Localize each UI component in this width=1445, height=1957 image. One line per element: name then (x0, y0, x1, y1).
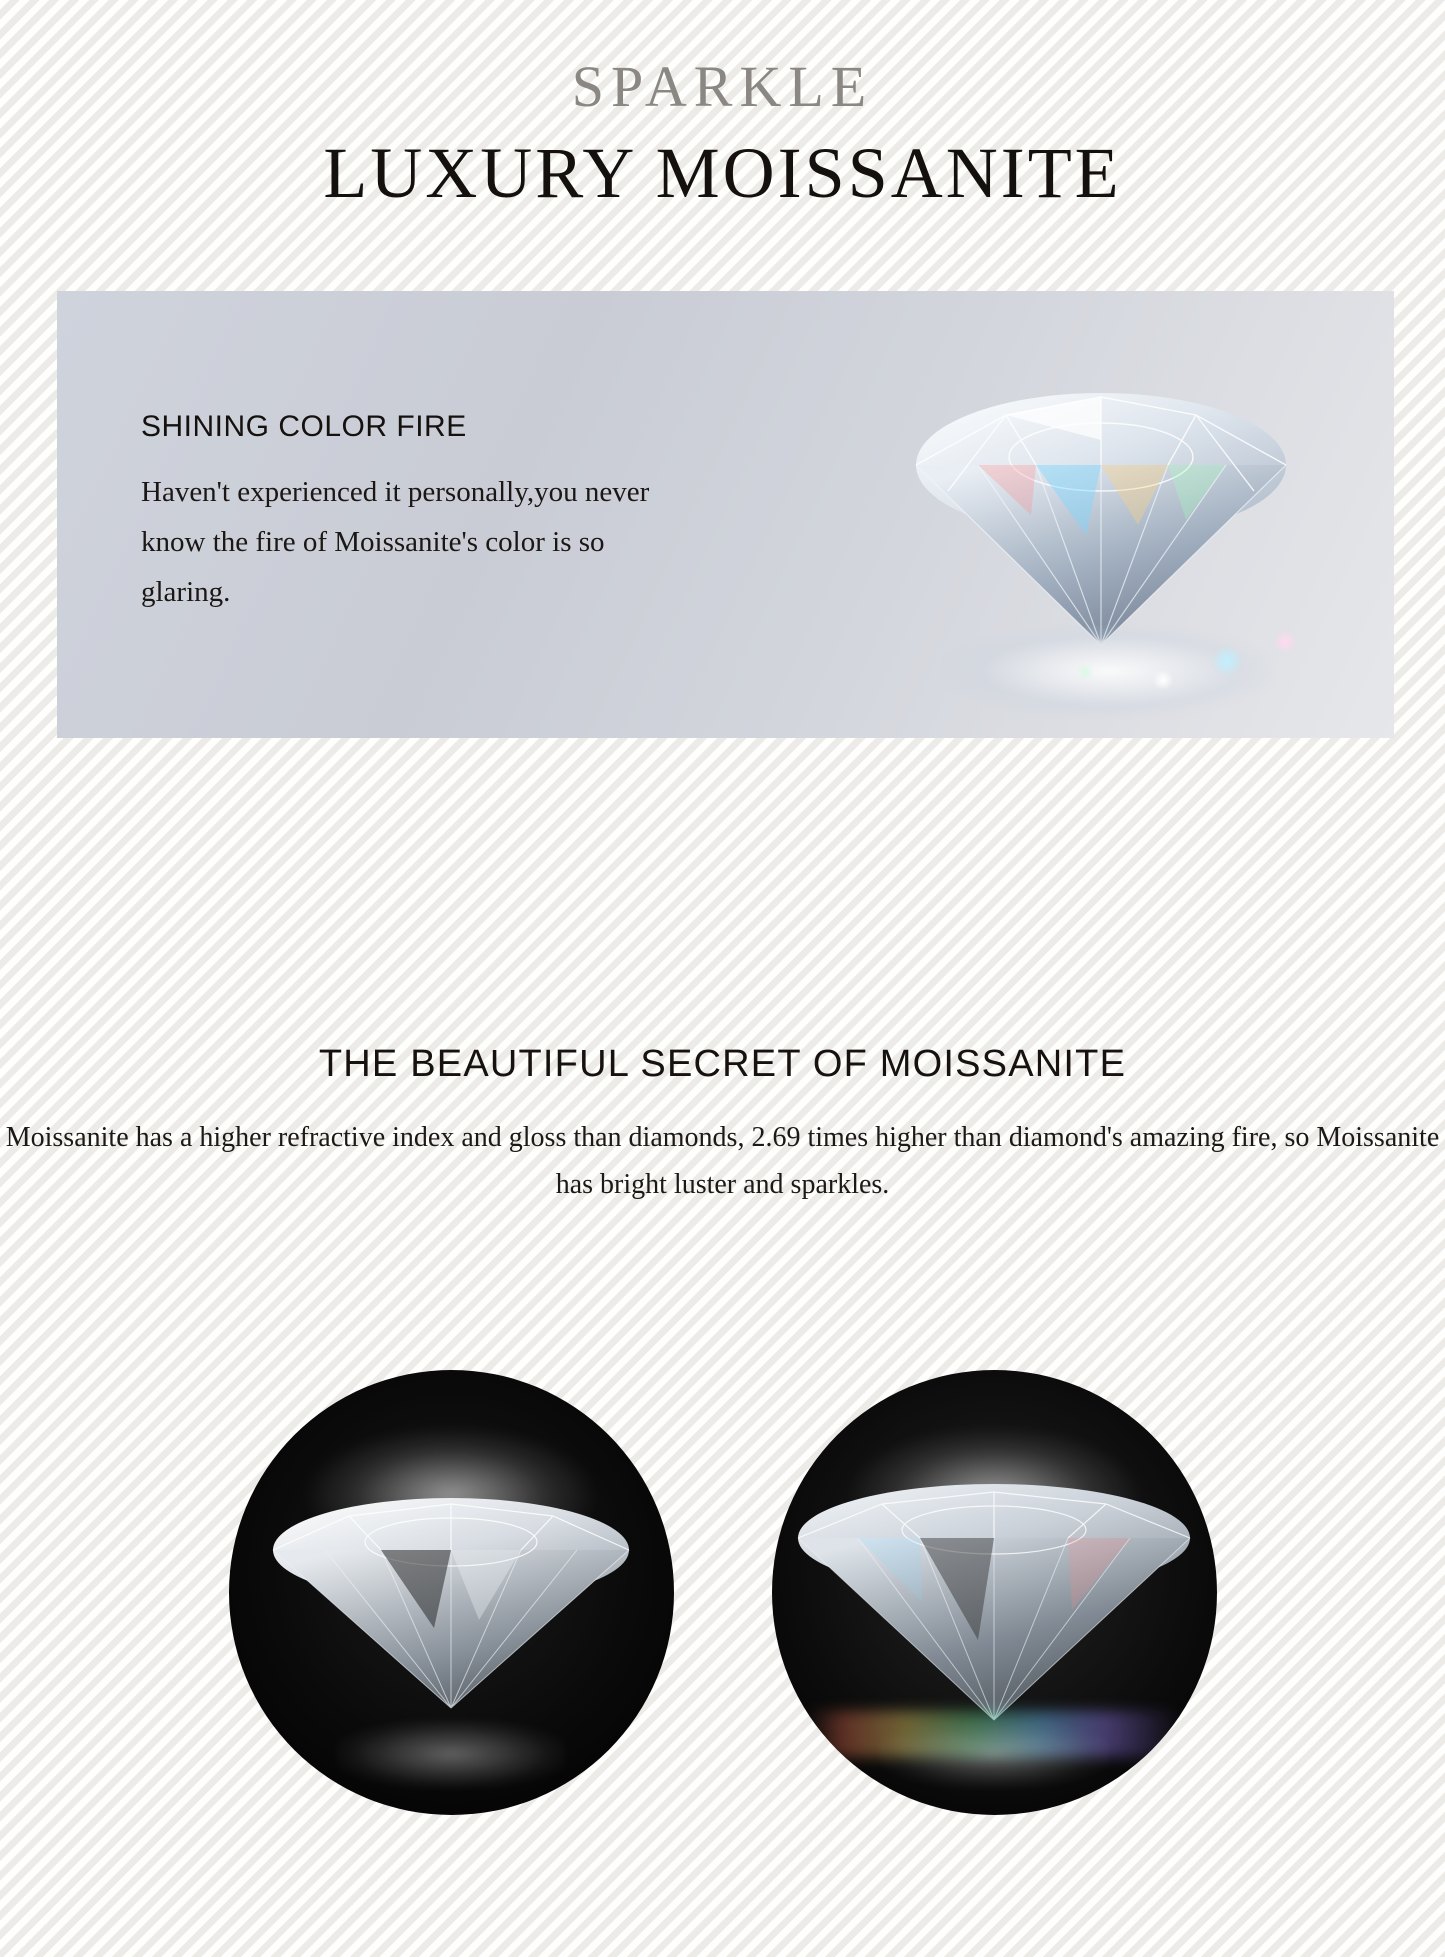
shining-color-fire-banner (57, 291, 1394, 738)
banner-text-block (141, 410, 701, 618)
page-header (0, 0, 1445, 218)
sparkle-icon (1272, 630, 1298, 654)
banner-body: Haven't experienced it personally,you never know the fire of Moissanite's color is so glaring. (141, 476, 650, 608)
banner-heading: SHINING COLOR FIRE (141, 410, 467, 443)
page-eyebrow: SPARKLE (571, 54, 874, 119)
sparkle-icon (1210, 646, 1244, 676)
gem-reflection (879, 1719, 1109, 1789)
banner-inner (57, 291, 1394, 738)
secret-heading: THE BEAUTIFUL SECRET OF MOISSANITE (318, 1043, 1127, 1085)
gem-reflection (336, 1719, 566, 1789)
secret-body: Moissanite has a higher refractive index and gloss than diamonds, 2.69 times higher than diamond's amazing fire, so Moissanite has bright luster and sparkles. (5, 1122, 1440, 1201)
sparkle-icon (1152, 670, 1174, 690)
sparkle-icon (1076, 664, 1094, 680)
page-title: LUXURY MOISSANITE (323, 133, 1122, 213)
gem-photo-left (229, 1370, 674, 1815)
gem-photo-right (772, 1370, 1217, 1815)
gem-gallery (0, 1370, 1445, 1815)
secret-section (0, 1043, 1445, 1208)
